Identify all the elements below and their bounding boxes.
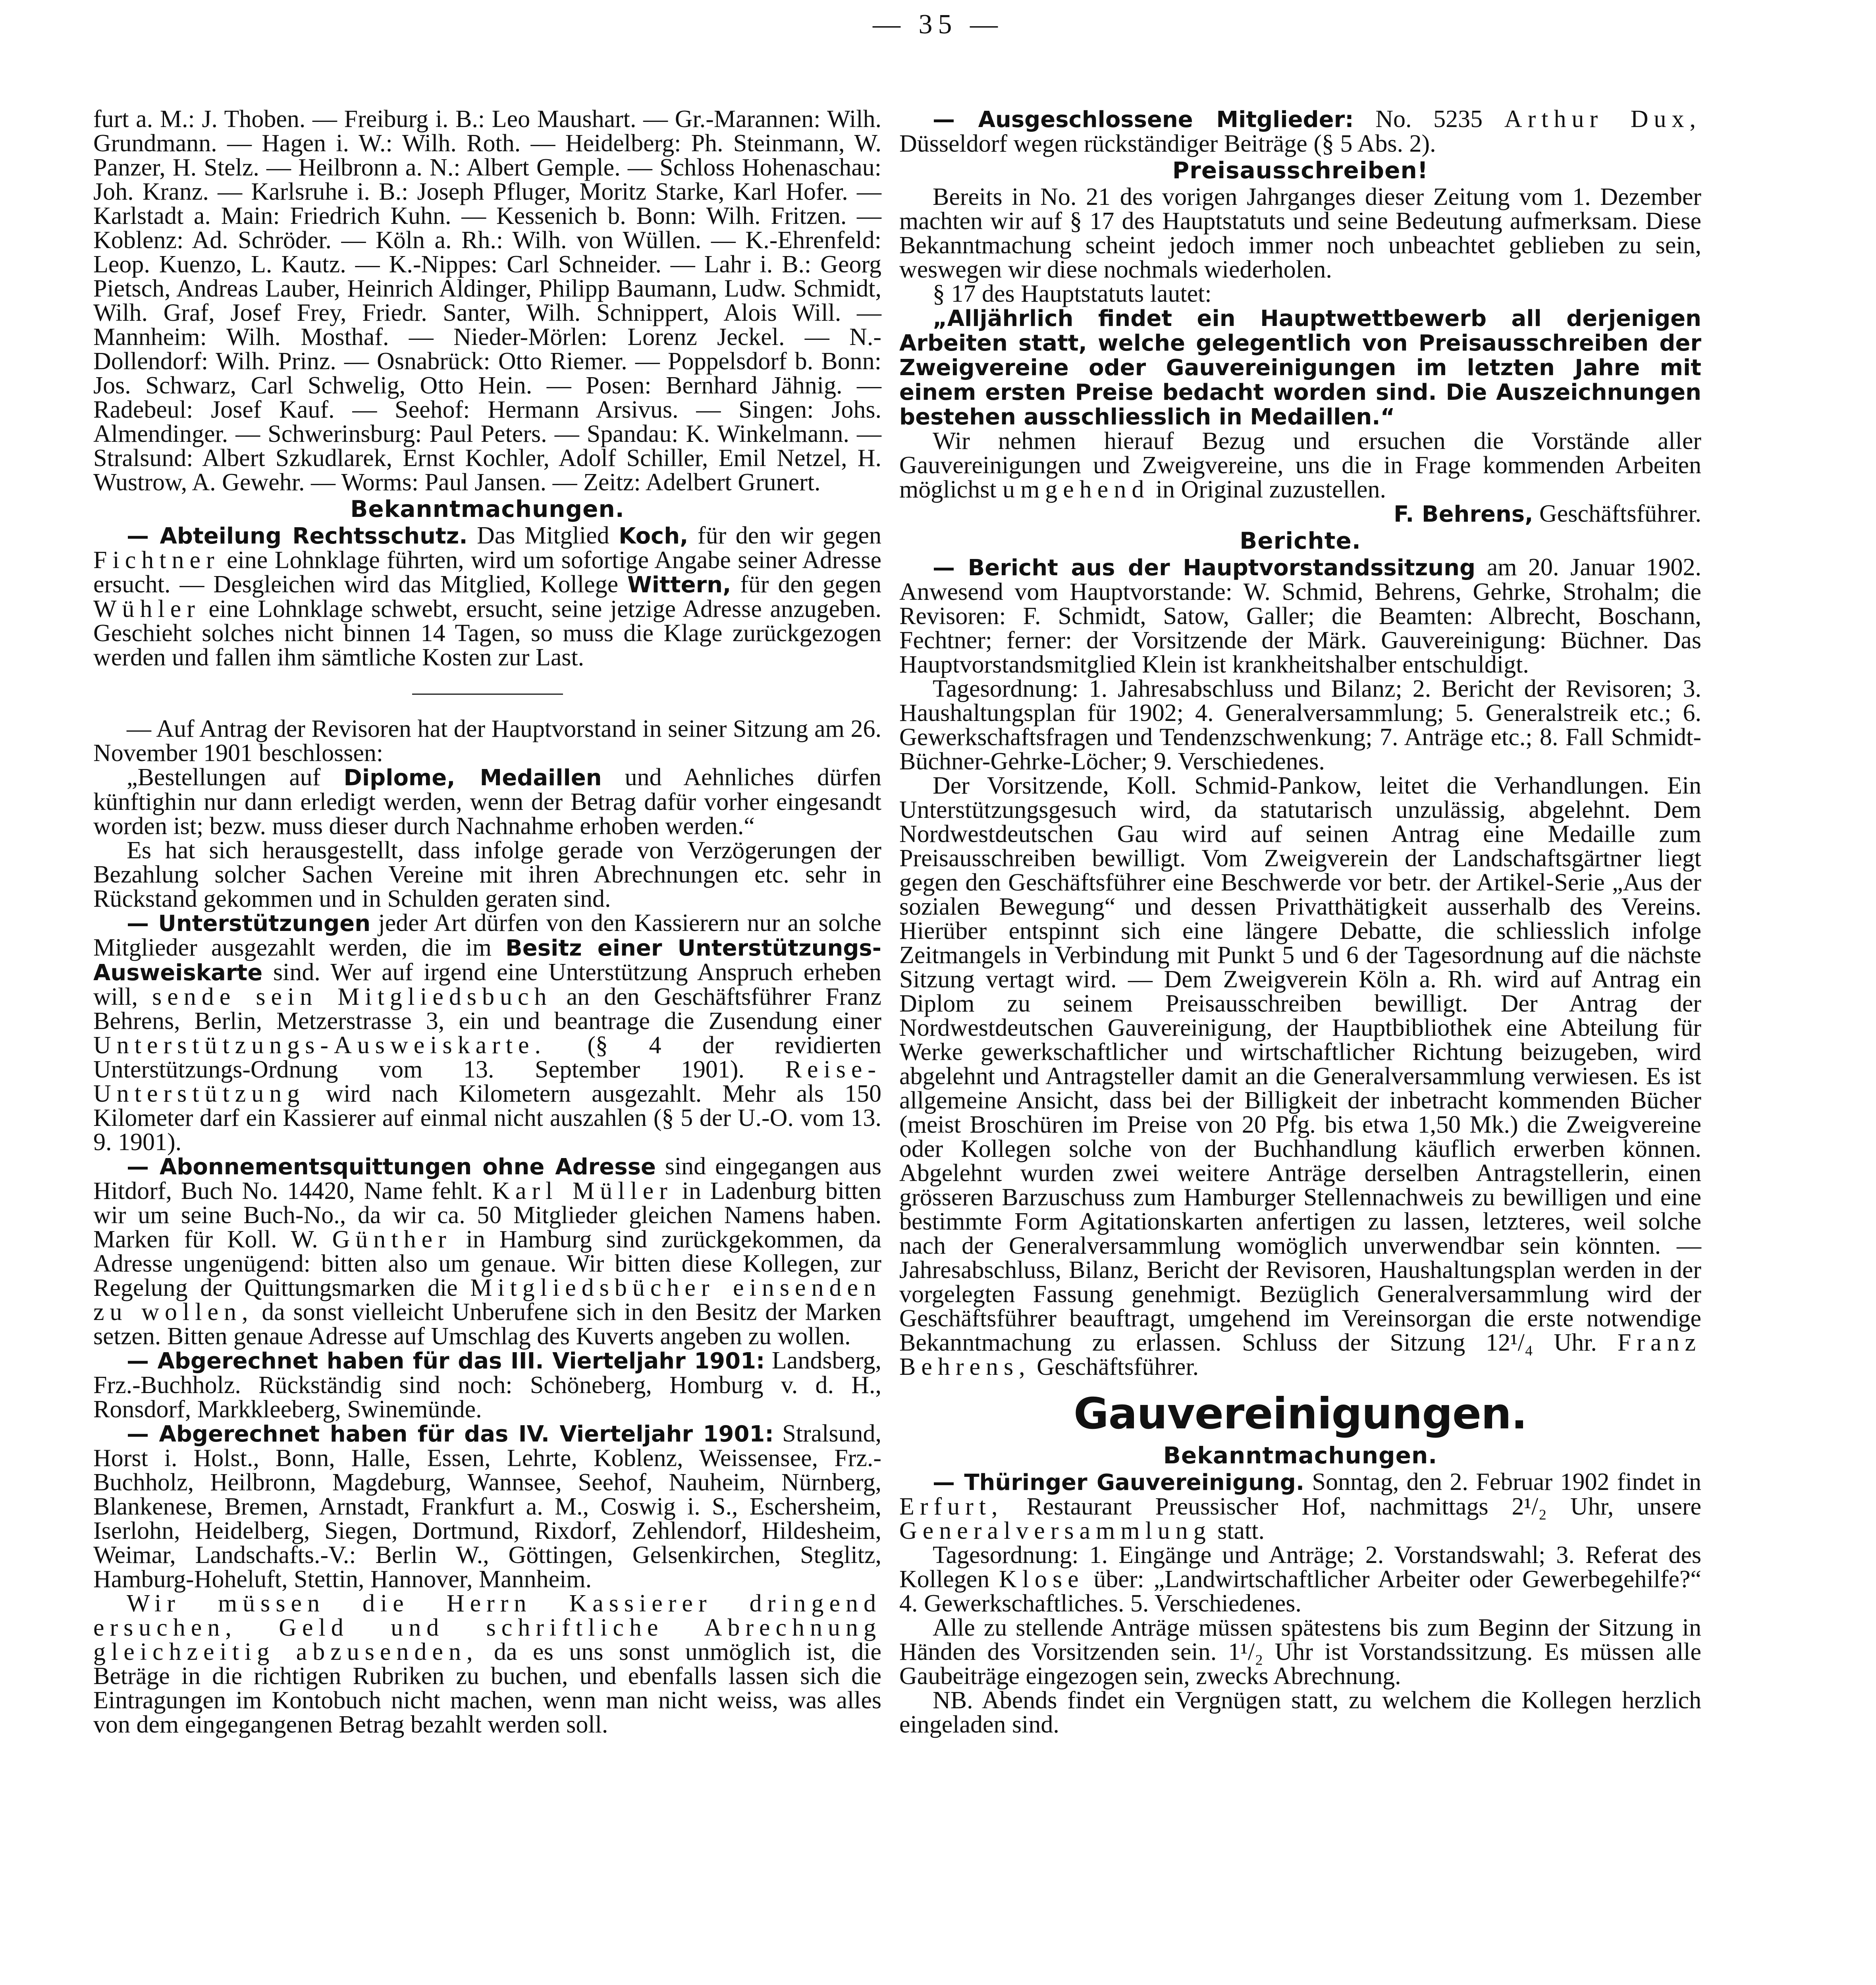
preis-statute-quote: „Alljährlich findet ein Hauptwettbewerb all derjenigen Arbeiten statt, welche gelegentlich von Preisausschreiben der Zweigvereine oder Gauvereinigungen im letzten Jahre mit einem ersten Preise bedacht worden sind. Die Auszeichnungen bestehen ausschliesslich in Medaillen.“ — [899, 306, 1701, 430]
right-column — [899, 107, 1701, 1737]
thueringer-antraege: Alle zu stellende Anträge müssen spätestens bis zum Beginn der Sitzung in Händen des Vorsitzenden sein. 1¹/₂ Uhr ist Vorstandssitzung. Es müssen alle Gaubeiträge eingezogen sein, zwecks Abrechnung. — [899, 1614, 1701, 1690]
bericht-hauptvorstand: — Bericht aus der Hauptvorstandssitzung am 20. Januar 1902. Anwesend vom Hauptvorstande: W. Schmid, Behrens, Gehrke, Strohalm; die Revisoren: F. Schmidt, Satow, Galler; die Beamten: Albrecht, Boschann, Fechtner; ferner: der Vorsitzende der Märk. Gauvereinigung: Büchner. Das Hauptvorstandsmitglied Klein ist krankheitshalber entschuldigt. — [899, 554, 1702, 678]
section-divider — [412, 694, 563, 695]
heading-preisausschreiben: Preisausschreiben! — [1172, 157, 1429, 184]
heading-berichte: Berichte. — [1240, 527, 1361, 554]
notice-rechtsschutz: — Abteilung Rechtsschutz. Das Mitglied Koch, für den wir gegen Fichtner eine Lohnklage führten, wird um sofortige Angabe seiner Adresse ersucht. — Desgleichen wird das Mitglied, Kollege Wittern, für den gegen Wühler eine Lohnklage schwebt, ersucht, seine jetzige Adresse anzugeben. Geschieht solches nicht binnen 14 Tagen, so muss die Klage zurückgezogen werden und fallen ihm sämtliche Kosten zur Last. — [93, 522, 881, 671]
notice-abonnementsquittungen: — Abonnementsquittungen ohne Adresse sind eingegangen aus Hitdorf, Buch No. 14420, Name fehlt. Karl Müller in Ladenburg bitten wir um seine Buch-No., da wir ca. 50 Mitglieder gleichen Namens haben. Marken für Koll. W. Günther in Hamburg sind zurückgekommen, da Adresse ungenügend: bitten also um genaue. Wir bitten diese Kollegen, zur Regelung der Quittungsmarken die Mitgliedsbücher einsenden zu wollen, da sonst vielleicht Unberufene sich in den Besitz der Marken setzen. Bitten genaue Adresse auf Umschlag des Kuverts angeben zu wollen. — [93, 1153, 881, 1350]
notice-revisoren-quote: „Bestellungen auf Diplome, Medaillen und Aehnliches dürfen künftighin nur dann erledigt werden, wenn der Betrag dafür vorher eingesandt worden ist; bezw. muss dieser durch Nachnahme erhoben werden.“ — [93, 764, 881, 840]
heading-bekanntmachungen-gau: Bekanntmachungen. — [1163, 1442, 1438, 1469]
bericht-verhandlungen: Der Vorsitzende, Koll. Schmid-Pankow, leitet die Verhandlungen. Ein Unterstützungsgesuch wird, da statutarisch unzulässig, abgelehnt. Dem Nordwestdeutschen Gau wird auf seinen Antrag eine Medaille zum Preisausschreiben bewilligt. Vom Zweigverein der Landschaftsgärtner liegt gegen den Geschäftsführer eine Beschwerde vor betr. der Artikel-Serie „Aus der sozialen Bewegung“ und dessen Privatthätigkeit ausserhalb des Vereins. Hierüber entspinnt sich eine längere Debatte, die schliesslich infolge Zeitmangels in Verbindung mit Punkt 5 und 6 der Tagesordnung auf die nächste Sitzung vertagt wird. — Dem Zweigverein Köln a. Rh. wird auf Antrag ein Diplom zu seinem Preisausschreiben bewilligt. Der Antrag der Nordwestdeutschen Gauvereinigung, der Hauptbibliothek eine Abteilung für Werke gewerkschaftlicher und wirtschaftlicher Richtung beizugeben, wird abgelehnt und Antragsteller damit an die Generalversammlung verwiesen. Es ist allgemeine Ansicht, dass bei der Billigkeit der inbetracht kommenden Bücher (meist Broschüren im Preise von 20 Pfg. bis etwa 1,50 Mk.) die Zweigvereine oder Kollegen solche von der Buchhandlung käuflich erwerben können. Abgelehnt wurden zwei weitere Anträge derselben Antragstellerin, einen grösseren Barzuschuss zum Hamburger Stellennachweis zu bewilligen und eine bestimmte Form Agitationskarten anfertigen zu lassen, letzteres, weil solche nach der Generalversammlung womöglich unverwendbar sein könnten. — Jahresabschluss, Bilanz, Bericht der Revisoren, Haushaltungsplan werden in der vorgelegten Fassung genehmigt. Bezüglich Generalversammlung wird der Geschäftsführer beauftragt, umgehend im Vereinsorgan die erste notwendige Bekanntmachung zu erlassen. Schluss der Sitzung 12¹/₄ Uhr. Franz Behrens, Geschäftsführer. — [899, 772, 1701, 1380]
page-number: — 35 — — [873, 9, 1003, 40]
notice-revisoren-intro: — Auf Antrag der Revisoren hat der Hauptvorstand in seiner Sitzung am 26. November 1901 beschlossen: — [93, 715, 881, 767]
preis-paragraph-2: § 17 des Hauptstatuts lautet: — [933, 280, 1212, 307]
notice-revisoren-text: Es hat sich herausgestellt, dass infolge gerade von Verzögerungen der Bezahlung solcher Sachen Vereine mit ihren Abrechnungen etc. sehr in Rückstand gekommen und in Schulden geraten sind. — [93, 837, 881, 912]
heading-bekanntmachungen: Bekanntmachungen. — [350, 495, 625, 522]
notice-kassierer: Wir müssen die Herrn Kassierer dringend ersuchen, Geld und schriftliche Abrechnung gleichzeitig abzusenden, da es uns sonst unmöglich ist, die Beträge in die richtigen Rubriken zu buchen, und ebenfalls lassen sich die Eintragungen im Kontobuch nicht machen, wenn man nicht weiss, was alles von dem eingegangenen Betrag bezahlt werden soll. — [93, 1590, 882, 1738]
notice-abgerechnet-iv: — Abgerechnet haben für das IV. Vierteljahr 1901: Stralsund, Horst i. Holst., Bonn, Halle, Essen, Lehrte, Koblenz, Weissensee, Frz.-Buchholz, Heilbronn, Magdeburg, Wannsee, Seehof, Nauheim, Nürnberg, Blankenese, Bremen, Arnstadt, Frankfurt a. M., Coswig i. S., Eschersheim, Iserlohn, Heidelberg, Siegen, Dortmund, Rixdorf, Zehlendorf, Hildesheim, Weimar, Landschafts.-V.: Berlin W., Göttingen, Gelsenkirchen, Steglitz, Hamburg-Hoheluft, Stettin, Hannover, Mannheim. — [93, 1420, 882, 1593]
notice-thueringer: — Thüringer Gauvereinigung. Sonntag, den 2. Februar 1902 findet in Erfurt, Restaurant Preussischer Hof, nachmittags 2¹/₂ Uhr, unsere Generalversammlung statt. — [899, 1469, 1701, 1544]
left-column — [93, 107, 881, 1737]
thueringer-tagesordnung: Tagesordnung: 1. Eingänge und Anträge; 2. Vorstandswahl; 3. Referat des Kollegen Klose über: „Landwirtschaftlicher Arbeiter oder Gewerbegehilfe?“ 4. Gewerkschaftliches. 5. Verschiedenes. — [899, 1542, 1701, 1617]
notice-unterstuetzungen: — Unterstützungen jeder Art dürfen von den Kassierern nur an solche Mitglieder ausgezahlt werden, die im Besitz einer Unterstützungs-Ausweiskarte sind. Wer auf irgend eine Unterstützung Anspruch erheben will, sende sein Mitgliedsbuch an den Geschäftsführer Franz Behrens, Berlin, Metzerstrasse 3, ein und beantrage die Zusendung einer Unterstützungs-Ausweiskarte. (§ 4 der revidierten Unterstützungs-Ordnung vom 13. September 1901). Reise-Unterstützung wird nach Kilometern ausgezahlt. Mehr als 150 Kilometer darf ein Kassierer auf einmal nicht auszahlen (§ 5 der U.-O. vom 13. 9. 1901). — [93, 910, 882, 1156]
member-list-continuation: furt a. M.: J. Thoben. — Freiburg i. B.: Leo Maushart. — Gr.-Marannen: Wilh. Grundmann. — Hagen i. W.: Wilh. Roth. — Heidelberg: Ph. Steinmann, W. Panzer, H. Stelz. — Heilbronn a. N.: Albert Gemple. — Schloss Hohenaschau: Joh. Kranz. — Karlsruhe i. B.: Joseph Pfluger, Moritz Starke, Karl Hofer. — Karlstadt a. Main: Friedrich Kuhn. — Kessenich b. Bonn: Wilh. Fritzen. — Koblenz: Ad. Schröder. — Köln a. Rh.: Wilh. von Wüllen. — K.-Ehrenfeld: Leop. Kuenzo, L. Kautz. — K.-Nippes: Carl Schneider. — Lahr i. B.: Georg Pietsch, Andreas Lauber, Heinrich Aldinger, Philipp Baumann, Ludw. Schmidt, Wilh. Graf, Josef Frey, Friedr. Santer, Wilh. Schnippert, Alois Will. — Mannheim: Wilh. Mosthaf. — Nieder-Mörlen: Lorenz Jeckel. — N.-Dollendorf: Wilh. Prinz. — Osnabrück: Otto Riemer. — Poppelsdorf b. Bonn: Jos. Schwarz, Carl Schwelig, Otto Hein. — Posen: Bernhard Jähnig. — Radebeul: Josef Kauf. — Seehof: Hermann Arsivus. — Singen: Johs. Almendinger. — Schwerinsburg: Paul Peters. — Spandau: K. Winkelmann. — Stralsund: Albert Szkudlarek, Ernst Kochler, Adolf Schiller, Emil Netzel, H. Wustrow, A. Gewehr. — Worms: Paul Jansen. — Zeitz: Adelbert Grunert. — [93, 106, 881, 496]
signature-behrens: F. Behrens, Geschäftsführer. — [1394, 500, 1701, 527]
heading-gauvereinigungen: Gauvereinigungen. — [1073, 1389, 1527, 1439]
notice-abgerechnet-iii: — Abgerechnet haben für das III. Vierteljahr 1901: Landsberg, Frz.-Buchholz. Rückständig sind noch: Schöneberg, Homburg v. d. H., Ronsdorf, Markkleeberg, Swinemünde. — [93, 1347, 881, 1423]
notice-ausgeschlossene: — Ausgeschlossene Mitglieder: No. 5235 Arthur Dux, Düsseldorf wegen rückständiger Beiträge (§ 5 Abs. 2). — [899, 106, 1701, 157]
bericht-tagesordnung: Tagesordnung: 1. Jahresabschluss und Bilanz; 2. Bericht der Revisoren; 3. Haushaltungsplan für 1902; 4. Generalversammlung; 5. Generalstreik etc.; 6. Gewerkschaftsfragen und Tendenzschwenkung; 7. Anträge etc.; 8. Fall Schmidt-Büchner-Gehrke-Löcher; 9. Verschiedenes. — [899, 675, 1701, 775]
thueringer-nb: NB. Abends findet ein Vergnügen statt, zu welchem die Kollegen herzlich eingeladen sind. — [899, 1687, 1701, 1738]
preis-paragraph-1: Bereits in No. 21 des vorigen Jahrganges dieser Zeitung vom 1. Dezember machten wir auf § 17 des Hauptstatuts und seine Bedeutung aufmerksam. Diese Bekanntmachung scheint jedoch immer noch unbeachtet geblieben zu sein, weswegen wir diese nochmals wiederholen. — [899, 183, 1701, 283]
preis-paragraph-3: Wir nehmen hierauf Bezug und ersuchen die Vorstände aller Gauvereinigungen und Zweigvereine, uns die in Frage kommenden Arbeiten möglichst umgehend in Original zuzustellen. — [899, 428, 1701, 503]
